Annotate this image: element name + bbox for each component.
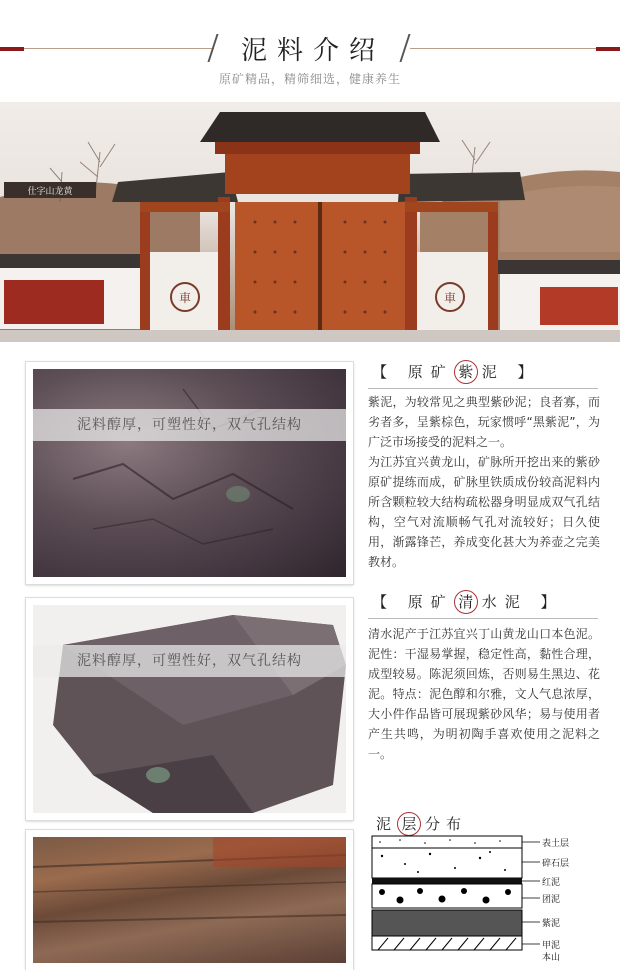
svg-text:車: 車 — [178, 291, 192, 305]
svg-text:車: 車 — [443, 291, 457, 305]
heading-ring-char: 清 — [454, 590, 478, 614]
clear-water-clay-caption-band — [33, 645, 346, 677]
hero-gate-photo — [0, 102, 620, 342]
clear-water-clay-caption: 泥料醇厚，可塑性好，双气孔结构 — [77, 653, 302, 669]
header-bar-left — [0, 47, 24, 51]
purple-clay-photo — [33, 369, 346, 577]
purple-clay-photo-frame — [26, 362, 353, 584]
section-rule — [368, 618, 598, 619]
clear-water-clay-photo-frame — [26, 598, 353, 820]
heading-ring-char: 层 — [397, 812, 421, 836]
purple-clay-description — [368, 392, 600, 572]
clear-water-clay-description — [368, 624, 600, 764]
section-heading-strata: 泥 层 分布 — [376, 812, 467, 836]
page-subtitle: 原矿精品，精筛细选，健康养生 — [218, 72, 401, 86]
heading-ring-char: 紫 — [454, 360, 478, 384]
strata-photo — [33, 837, 346, 963]
strata-label-topsoil: 表土层 — [542, 839, 570, 849]
strata-label-jia-clay: 甲泥 — [542, 941, 561, 951]
strata-photo-frame — [26, 830, 353, 970]
strata-label-red-clay: 红泥 — [542, 878, 561, 888]
clear-water-clay-para-1: 清水泥产于江苏宜兴丁山黄龙山口本色泥。泥性：干湿易掌握，稳定性高，黏性合理，成型较易。陈泥须回炼，否则易生黑边、花泥。特点：泥色醇和尔雅，文人气息浓厚，大小件作品皆可展现紫砂风华；易与使用者产生共鸣，为明初陶手喜欢使用之泥料之一。 — [368, 627, 600, 761]
strata-diagram — [370, 834, 620, 960]
gate-illustration — [0, 102, 620, 342]
section-heading-purple-clay: 【 原矿 紫 泥 】 — [372, 360, 541, 384]
purple-clay-caption: 泥料醇厚，可塑性好，双气孔结构 — [77, 417, 302, 433]
strata-label-purple-clay: 紫泥 — [542, 919, 561, 929]
strata-label-gravel: 碎石层 — [542, 859, 570, 869]
page-title: 泥料介绍 — [240, 36, 385, 66]
header-bar-right — [596, 47, 620, 51]
header-line-left — [24, 48, 214, 49]
clear-water-clay-photo — [33, 605, 346, 813]
purple-clay-para-2: 为江苏宜兴黄龙山，矿脉所开挖出来的紫砂原矿提练而成，矿脉里铁质成份较高泥料内所含颗粒较大结构疏松器身明显成双气孔结构，空气对流顺畅气孔对流较好；日久使用，渐露锋芒，养成变化甚大为养壶之完美教材。 — [368, 455, 600, 569]
header-slash-right — [399, 34, 410, 62]
strata-label-ball-clay: 团泥 — [542, 895, 561, 905]
purple-clay-caption-band — [33, 409, 346, 441]
section-heading-clear-water-clay: 【 原矿 清 水泥 】 — [372, 590, 564, 614]
gate-sign-text: 仕字山龙黄 — [27, 187, 73, 197]
purple-clay-para-1: 紫泥，为较常见之典型紫砂泥；良者寡，而劣者多，呈紫棕色，玩家惯呼“黑紫泥”，为广泛市场接受的泥料之一。 — [368, 395, 600, 449]
strata-label-benshan: 本山 — [542, 953, 561, 963]
section-rule — [368, 388, 598, 389]
header-line-right — [410, 48, 596, 49]
